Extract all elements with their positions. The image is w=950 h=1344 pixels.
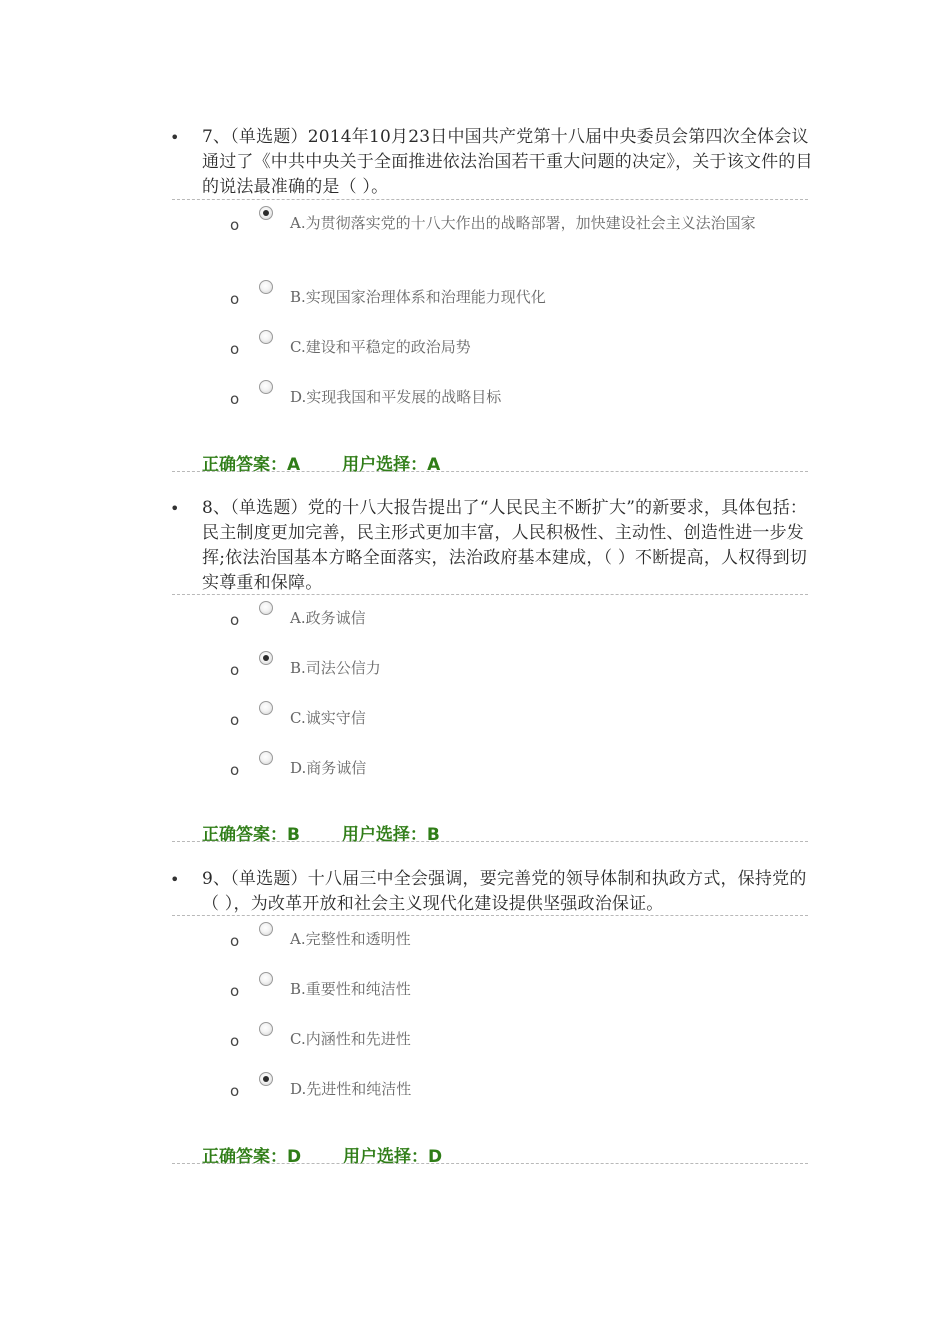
radio-button[interactable] bbox=[259, 280, 273, 294]
option-text: D.商务诚信 bbox=[290, 759, 367, 777]
correct-answer: 正确答案：A bbox=[202, 455, 301, 475]
divider bbox=[172, 471, 808, 472]
user-choice: 用户选择：D bbox=[343, 1147, 443, 1167]
option-c[interactable] bbox=[0, 330, 950, 360]
option-marker: o bbox=[230, 216, 240, 234]
radio-button[interactable] bbox=[259, 380, 273, 394]
radio-button-checked[interactable] bbox=[259, 651, 273, 665]
option-text: D.实现我国和平发展的战略目标 bbox=[290, 388, 502, 406]
question-text: 7、（单选题）2014年10月23日中国共产党第十八届中央委员会第四次全体会议通过了《中共中央关于全面推进依法治国若干重大问题的决定》，关于该文件的目的说法最准确的是（ ）。 bbox=[202, 127, 813, 197]
question-text: 8、（单选题）党的十八大报告提出了“人民民主不断扩大”的新要求，具体包括：民主制度更加完善，民主形式更加丰富，人民积极性、主动性、创造性进一步发挥;依法治国基本方略全面落实，法治政府基本建成，（ ）不断提高，人权得到切实尊重和保障。 bbox=[202, 498, 808, 593]
correct-answer: 正确答案：D bbox=[202, 1147, 302, 1167]
option-text: A.政务诚信 bbox=[290, 609, 366, 627]
bullet: • bbox=[170, 870, 180, 889]
option-marker: o bbox=[230, 711, 240, 729]
option-marker: o bbox=[230, 761, 240, 779]
option-b[interactable] bbox=[0, 972, 950, 1002]
option-a[interactable] bbox=[0, 922, 950, 952]
divider bbox=[172, 594, 808, 595]
correct-answer: 正确答案：B bbox=[202, 825, 300, 845]
option-text: B.实现国家治理体系和治理能力现代化 bbox=[290, 288, 546, 306]
option-marker: o bbox=[230, 982, 240, 1000]
option-b[interactable] bbox=[0, 280, 950, 310]
option-marker: o bbox=[230, 1082, 240, 1100]
option-marker: o bbox=[230, 1032, 240, 1050]
option-c[interactable] bbox=[0, 1022, 950, 1052]
option-d[interactable] bbox=[0, 1072, 950, 1102]
option-a[interactable] bbox=[0, 601, 950, 631]
option-text: A.为贯彻落实党的十八大作出的战略部署，加快建设社会主义法治国家 bbox=[290, 214, 756, 232]
radio-button[interactable] bbox=[259, 330, 273, 344]
radio-button-checked[interactable] bbox=[259, 1072, 273, 1086]
user-choice: 用户选择：B bbox=[341, 825, 440, 845]
option-marker: o bbox=[230, 340, 240, 358]
option-text: B.重要性和纯洁性 bbox=[290, 980, 411, 998]
radio-button[interactable] bbox=[259, 701, 273, 715]
option-text: D.先进性和纯洁性 bbox=[290, 1080, 412, 1098]
option-marker: o bbox=[230, 611, 240, 629]
bullet: • bbox=[170, 128, 180, 147]
option-text: C.内涵性和先进性 bbox=[290, 1030, 411, 1048]
divider bbox=[172, 841, 808, 842]
option-d[interactable] bbox=[0, 380, 950, 410]
option-text: C.诚实守信 bbox=[290, 709, 366, 727]
divider bbox=[172, 1163, 808, 1164]
option-marker: o bbox=[230, 290, 240, 308]
bullet: • bbox=[170, 499, 180, 518]
option-marker: o bbox=[230, 661, 240, 679]
radio-button[interactable] bbox=[259, 601, 273, 615]
option-c[interactable] bbox=[0, 701, 950, 731]
radio-button[interactable] bbox=[259, 751, 273, 765]
option-text: B.司法公信力 bbox=[290, 659, 381, 677]
radio-button[interactable] bbox=[259, 1022, 273, 1036]
user-choice: 用户选择：A bbox=[342, 455, 441, 475]
option-d[interactable] bbox=[0, 751, 950, 781]
option-marker: o bbox=[230, 932, 240, 950]
radio-button[interactable] bbox=[259, 922, 273, 936]
divider bbox=[172, 915, 808, 916]
option-a[interactable] bbox=[0, 200, 950, 234]
question-text: 9、（单选题）十八届三中全会强调，要完善党的领导体制和执政方式，保持党的（ ），为改革开放和社会主义现代化建设提供坚强政治保证。 bbox=[202, 869, 807, 914]
option-b[interactable] bbox=[0, 651, 950, 681]
option-marker: o bbox=[230, 390, 240, 408]
option-text: A.完整性和透明性 bbox=[290, 930, 411, 948]
radio-button[interactable] bbox=[259, 972, 273, 986]
option-text: C.建设和平稳定的政治局势 bbox=[290, 338, 471, 356]
